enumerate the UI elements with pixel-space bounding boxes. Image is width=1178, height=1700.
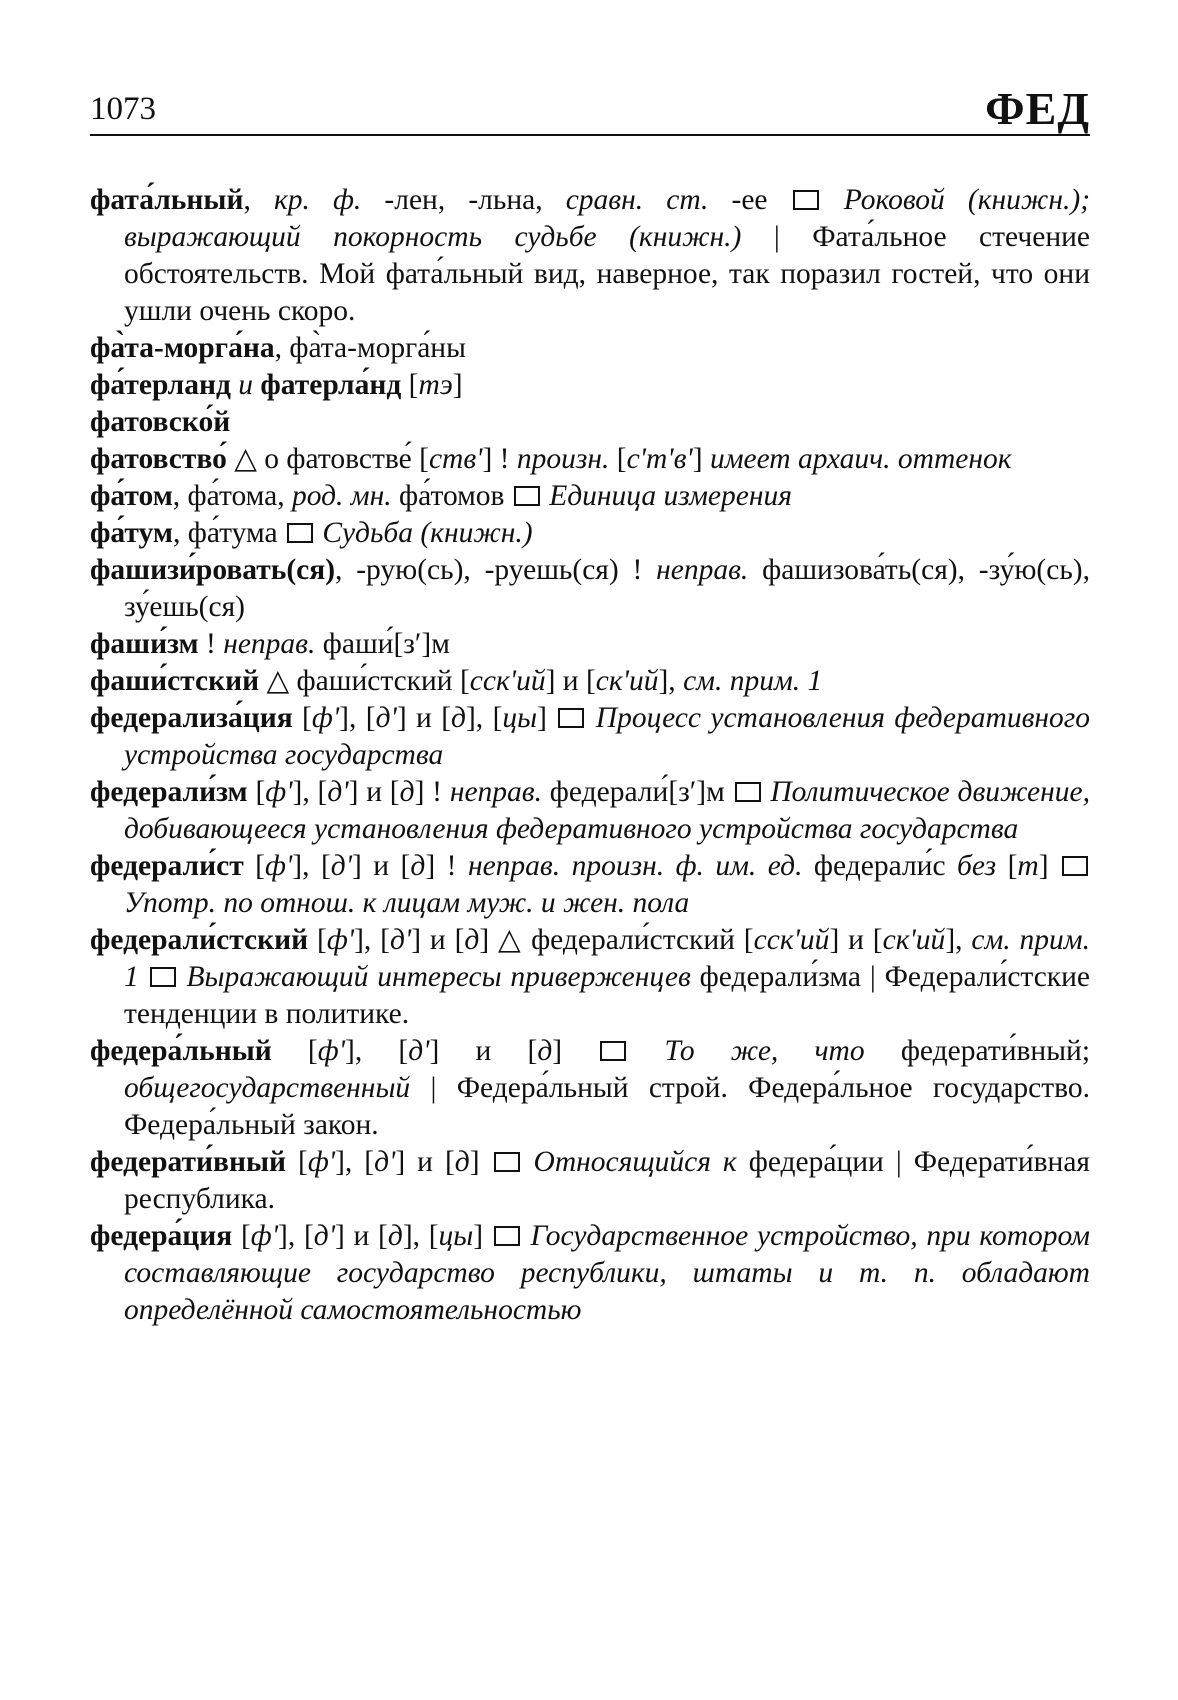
entry-text: [ [232, 1220, 251, 1252]
entry-text: ] ! [425, 850, 468, 882]
headword: федера́льный [90, 1035, 272, 1067]
entry-text: ] △ федерали́стский [ [479, 924, 754, 956]
entry-text [628, 1035, 664, 1067]
headword: фаши́стский [90, 665, 260, 697]
italic-note: д [537, 1035, 553, 1067]
headword: фаши́зм [90, 628, 199, 660]
entry-text: ], [ [335, 1146, 375, 1178]
entry-text: [ [401, 369, 419, 401]
italic-note: скʹий [882, 924, 946, 956]
headword: федерати́вный [90, 1146, 286, 1178]
italic-note: сʹтʹвʹ [626, 443, 693, 475]
entry-text: -лен, -льна, [361, 184, 566, 216]
italic-note: дʹ [375, 702, 397, 734]
italic-note: неправ. произн. ф. им. ед. [467, 850, 803, 882]
dictionary-entry [90, 182, 1090, 330]
headword: фата́льный [90, 184, 244, 216]
entry-text: ], [ [354, 924, 390, 956]
page-header [90, 72, 1090, 136]
italic-note: сскʹий [753, 924, 830, 956]
definition-square-icon [287, 523, 313, 543]
dictionary-entry [90, 626, 1090, 663]
entry-text: △ фаши́стский [ [259, 665, 470, 697]
entry-text: [ [996, 850, 1018, 882]
italic-note: д [464, 924, 480, 956]
dictionary-entry [90, 1218, 1090, 1329]
entry-text: ] и [ [429, 1035, 538, 1067]
dictionary-entry [90, 515, 1090, 552]
entry-text: [ [271, 1035, 318, 1067]
italic-note: Процесс установления федеративного устройства государства [124, 702, 1091, 771]
entry-text: | Фата́льное стечение обстоятельств. Мой фата́льный вид, наверное, так поразил гостей, что они ушли очень скоро. [124, 221, 1090, 327]
entry-text: ] и [ [545, 665, 596, 697]
italic-note: неправ. [656, 554, 749, 586]
entry-text [522, 1146, 534, 1178]
italic-note: фʹ [307, 1146, 336, 1178]
italic-note: д [410, 850, 426, 882]
italic-note: д [399, 776, 415, 808]
italic-note: и [238, 369, 253, 401]
headword: федерали́зм [90, 776, 248, 808]
entry-text: ] [552, 1035, 599, 1067]
entry-text: ] [452, 369, 463, 401]
entry-text: федера́ции | Федерати́вная республика. [124, 1146, 1090, 1215]
dictionary-entry [90, 404, 1090, 441]
entry-text [522, 1220, 531, 1252]
italic-note: Государственное устройство, при котором составляющие государство республики, штаты и т. п. обладают определённой самостоятельностью [124, 1220, 1090, 1326]
headword: федерали́стский [90, 924, 309, 956]
italic-note: Относящийся к [533, 1146, 737, 1178]
entry-text: ], [658, 665, 684, 697]
dictionary-entry [90, 330, 1090, 367]
entry-text: фашизова́ть(ся), -зу́ю(сь), зу́ешь(ся) [124, 554, 1090, 623]
italic-note: сскʹий [469, 665, 546, 697]
dictionary-entry [90, 700, 1090, 774]
entry-text: , [243, 184, 274, 216]
entry-text: ] и [ [348, 776, 400, 808]
italic-note: Роковой (книжн.); выражающий покорность судьбе (книжн.) [124, 184, 1091, 253]
italic-note: фʹ [311, 702, 340, 734]
italic-note: цы [438, 1220, 474, 1252]
entry-text: ] и [ [396, 702, 452, 734]
italic-note: Единица измерения [549, 480, 792, 512]
italic-note: неправ. [449, 776, 542, 808]
headword: фа́терланд [90, 369, 231, 401]
entry-text: ] и [ [352, 850, 411, 882]
entry-text: ], [ [402, 1220, 439, 1252]
italic-note: тэ [418, 369, 453, 401]
italic-note: дʹ [389, 924, 412, 956]
dictionary-entry [90, 367, 1090, 404]
italic-note: дʹ [374, 1146, 396, 1178]
entry-text: [ [609, 443, 627, 475]
italic-note: д [451, 702, 466, 734]
entry-text: ], [945, 924, 972, 956]
italic-note: дʹ [313, 1220, 336, 1252]
entry-text: [ [292, 702, 312, 734]
entry-text: ], [ [465, 702, 503, 734]
entry-text: [ [243, 850, 265, 882]
headword: фа̀та-морга́на [90, 332, 275, 364]
entry-text: ! [198, 628, 224, 660]
entry-text: ] ! [414, 776, 450, 808]
entry-text: | Федера́льный строй. Федера́льное государство. Федера́льный закон. [124, 1072, 1090, 1141]
dictionary-entry [90, 1033, 1090, 1144]
italic-note: фʹ [250, 1220, 279, 1252]
italic-note: без [957, 850, 997, 882]
italic-note: произн. [516, 443, 610, 475]
italic-note: Судьба (книжн.) [322, 517, 533, 549]
entry-text: ], [ [292, 776, 328, 808]
entry-text: [ [308, 924, 327, 956]
definition-square-icon [150, 967, 176, 987]
definition-square-icon [600, 1041, 626, 1061]
entry-text: ] и [ [829, 924, 883, 956]
entry-text: △ о фатовстве́ [ [226, 443, 429, 475]
headword: фа́тум [90, 517, 173, 549]
italic-note: общегосударственный [124, 1072, 411, 1104]
italic-note: Политическое движение, добивающееся установления федеративного устройства государства [124, 776, 1090, 845]
entry-text: , фа̀та-морга́ны [274, 332, 466, 364]
italic-note: ствʹ [428, 443, 483, 475]
italic-note: имеет архаич. оттенок [709, 443, 1012, 475]
entry-text: федерати́вный; [864, 1035, 1091, 1067]
headword: фа́том [90, 480, 173, 512]
running-head: ФЕД [985, 83, 1090, 134]
italic-note: То же, что [664, 1035, 865, 1067]
italic-note: Употр. по отнош. к лицам муж. и жен. пола [124, 887, 690, 919]
dictionary-entry [90, 848, 1090, 922]
dictionary-entry [90, 922, 1090, 1033]
entry-text: федерали́с [802, 850, 958, 882]
entry-text: ] [469, 1146, 492, 1178]
entry-text: ], [ [292, 850, 331, 882]
entry-text: ] ! [482, 443, 517, 475]
entry-text: [ [285, 1146, 308, 1178]
entry-text: ], [ [339, 702, 376, 734]
italic-note: Выражающий интересы приверженцев [186, 961, 691, 993]
dictionary-page [90, 72, 1090, 1329]
definition-square-icon [793, 190, 819, 210]
entry-text [139, 961, 148, 993]
headword: федерализа́ция [90, 702, 293, 734]
italic-note: дʹ [408, 1035, 430, 1067]
headword: федерали́ст [90, 850, 244, 882]
entry-text: федерали́[зʹ]м [541, 776, 733, 808]
headword: фатерла́нд [260, 369, 402, 401]
entry-text: федерали́зма | Федерали́стские тенденции в политике. [124, 961, 1090, 1030]
entry-text: ] [1038, 850, 1061, 882]
entry-text: [ [247, 776, 266, 808]
entry-list [90, 182, 1090, 1329]
dictionary-entry [90, 774, 1090, 848]
entry-text: ] [692, 443, 710, 475]
italic-note: фʹ [317, 1035, 346, 1067]
headword: федера́ция [90, 1220, 233, 1252]
entry-text: ] [537, 702, 557, 734]
entry-text: ] и [ [411, 924, 465, 956]
dictionary-entry [90, 441, 1090, 478]
entry-text: -ее [708, 184, 791, 216]
italic-note: фʹ [265, 850, 293, 882]
headword: фашизи́ровать(ся) [90, 554, 336, 586]
entry-text: ] и [ [395, 1146, 455, 1178]
headword: фатовско́й [90, 406, 231, 438]
definition-square-icon [494, 1152, 520, 1172]
definition-square-icon [1062, 856, 1088, 876]
entry-text: , -рую(сь), -руешь(ся) ! [335, 554, 657, 586]
page-number: 1073 [90, 91, 156, 127]
italic-note: см. прим. 1 [683, 665, 823, 697]
entry-text: ], [ [345, 1035, 409, 1067]
italic-note: д [387, 1220, 403, 1252]
entry-text [178, 961, 187, 993]
italic-note: фʹ [326, 924, 355, 956]
definition-square-icon [735, 782, 761, 802]
dictionary-entry [90, 478, 1090, 515]
italic-note: кр. ф. [273, 184, 362, 216]
entry-text: фаши́[зʹ]м [315, 628, 450, 660]
italic-note: см. прим. 1 [124, 924, 1091, 993]
italic-note: цы [502, 702, 538, 734]
entry-text: , фа́тума [172, 517, 285, 549]
headword: фатовство́ [90, 443, 227, 475]
italic-note: т [1017, 850, 1039, 882]
dictionary-entry [90, 552, 1090, 626]
italic-note: дʹ [330, 850, 352, 882]
italic-note: род. мн. [292, 480, 392, 512]
entry-text: ] [473, 1220, 492, 1252]
entry-text: ] и [ [335, 1220, 388, 1252]
entry-text [586, 702, 595, 734]
entry-text: фа́томов [391, 480, 512, 512]
definition-square-icon [558, 708, 584, 728]
definition-square-icon [514, 486, 540, 506]
italic-note: скʹий [595, 665, 659, 697]
definition-square-icon [494, 1226, 520, 1246]
entry-text: ], [ [278, 1220, 314, 1252]
italic-note: неправ. [223, 628, 316, 660]
italic-note: фʹ [265, 776, 293, 808]
italic-note: дʹ [327, 776, 349, 808]
dictionary-entry [90, 663, 1090, 700]
italic-note: д [454, 1146, 470, 1178]
dictionary-entry [90, 1144, 1090, 1218]
entry-text: , фа́тома, [172, 480, 292, 512]
italic-note: сравн. ст. [565, 184, 709, 216]
entry-text [821, 184, 844, 216]
